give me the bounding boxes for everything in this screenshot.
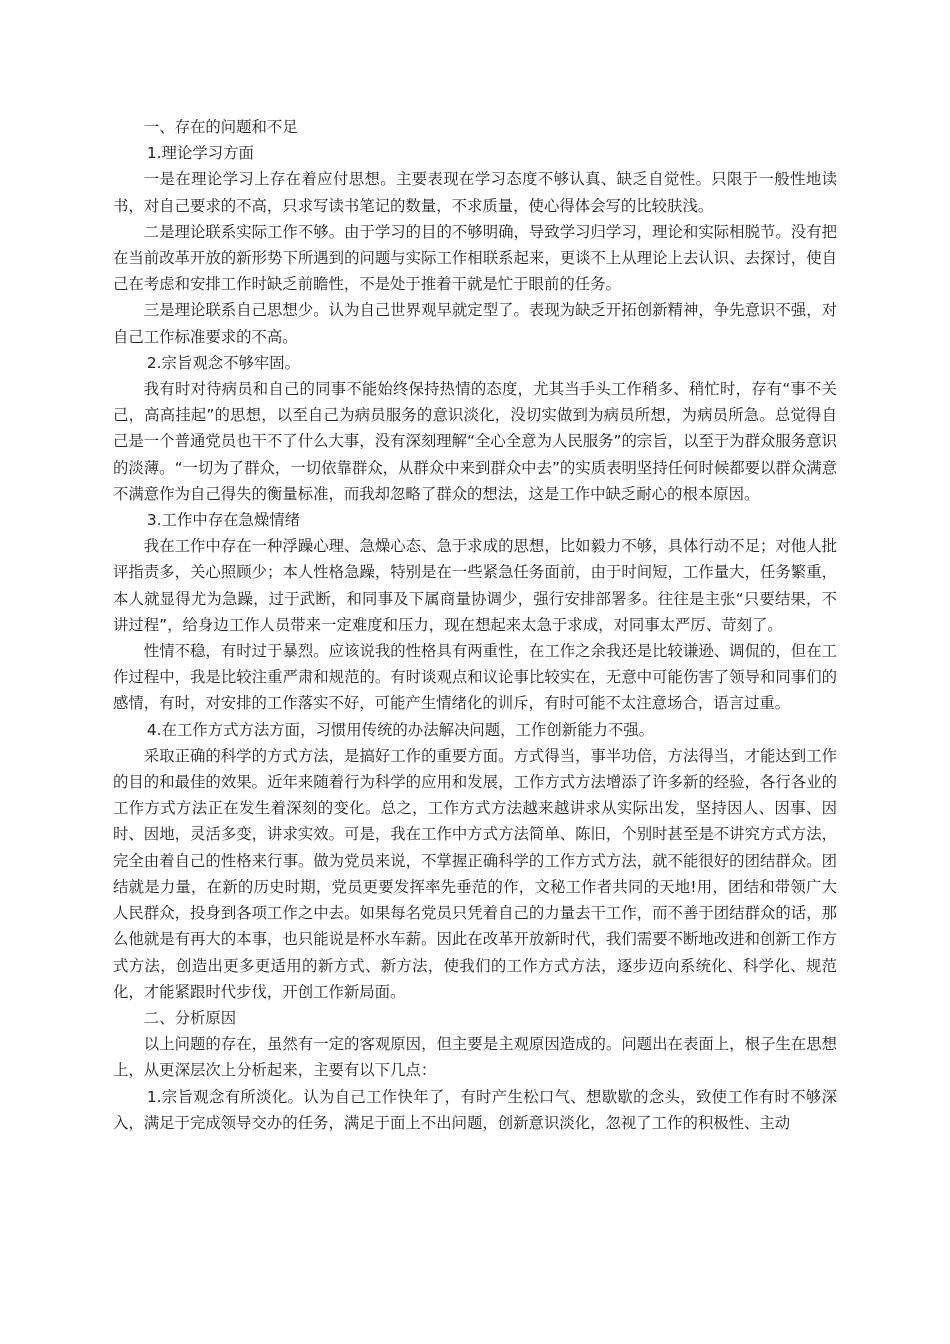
body-paragraph: 我在工作中存在一种浮躁心理、急燥心态、急于求成的思想，比如毅力不够，具体行动不足；对他人批评指责多，关心照顾少；本人性格急躁，特别是在一些紧急任务面前，由于时间短，工作量大，任务繁重，本人就显得尤为急躁，过于武断，和同事及下属商量协调少，强行安排部署多。往往是主张“只要结果，不讲过程”，给身边工作人员带来一定难度和压力，现在想起来太急于求成，对同事太严厉、苛刻了。	[113, 537, 837, 634]
document-page	[113, 114, 837, 1136]
body-paragraph: 三是理论联系自己思想少。认为自己世界观早就定型了。表现为缺乏开拓创新精神，争先意识不强，对自己工作标准要求的不高。	[113, 301, 837, 346]
subheading-impatience: 3.工作中存在急燥情绪	[146, 511, 301, 530]
body-paragraph: 一是在理论学习上存在着应付思想。主要表现在学习态度不够认真、缺乏自觉性。只限于一般性地读书，对自己要求的不高，只求写读书笔记的数量，不求质量，使心得体会写的比较肤浅。	[113, 170, 837, 215]
subheading-purpose-weakened: 1.宗旨观念有所淡化。认为自己工作快年了，有时产生松口气、想歇歇的念头，致使工作有时不够深入，满足于完成领导交办的任务，满足于面上不出问题，创新意识淡化，忽视了工作的积极性、主动	[113, 1087, 837, 1132]
body-paragraph: 我有时对待病员和自己的同事不能始终保持热情的态度，尤其当手头工作稍多、稍忙时，存有“事不关己，高高挂起”的思想，以至自己为病员服务的意识淡化，没切实做到为病员所想，为病员所急。总觉得自己是一个普通党员也干不了什么大事，没有深刻理解“全心全意为人民服务”的宗旨，以至于为群众服务意识的淡薄。“一切为了群众，一切依靠群众，从群众中来到群众中去”的实质表明坚持任何时候都要以群众满意不满意作为自己得失的衡量标准，而我却忽略了群众的想法，这是工作中缺乏耐心的根本原因。	[113, 380, 837, 503]
body-paragraph: 二是理论联系实际工作不够。由于学习的目的不够明确，导致学习归学习，理论和实际相脱节。没有把在当前改革开放的新形势下所遇到的问题与实际工作相联系起来，更谈不上从理论上去认识、去探讨，使自己在考虑和安排工作时缺乏前瞻性，不是处于推着干就是忙于眼前的任务。	[113, 222, 837, 294]
subheading-work-methods: 4.在工作方式方法方面，习惯用传统的办法解决问题，工作创新能力不强。	[146, 720, 655, 739]
subheading-theory-study: 1.理论学习方面	[146, 144, 254, 163]
body-paragraph: 采取正确的科学的方式方法，是搞好工作的重要方面。方式得当，事半功倍，方法得当，才能达到工作的目的和最佳的效果。近年来随着行为科学的应用和发展，工作方式方法增添了许多新的经验，各行各业的工作方式方法正在发生着深刻的变化。总之，工作方式方法越来越讲求从实际出发，坚持因人、因事、因时、因地，灵活多变，讲求实效。可是，我在工作中方式方法简单、陈旧，个别时甚至是不讲究方式方法，完全由着自己的性格来行事。做为党员来说，不掌握正确科学的工作方式方法，就不能很好的团结群众。团结就是力量，在新的历史时期，党员更要发挥率先垂范的作，文秘工作者共同的天地!用，团结和带领广大人民群众，投身到各项工作之中去。如果每名党员只凭着自己的力量去干工作，而不善于团结群众的话，那么他就是有再大的本事，也只能说是杯水车薪。因此在改革开放新时代，我们需要不断地改进和创新工作方式方法，创造出更多更适用的新方式、新方法，使我们的工作方式方法，逐步迈向系统化、科学化、规范化，才能紧跟时代步伐，开创工作新局面。	[113, 746, 837, 1001]
subheading-purpose-concept: 2.宗旨观念不够牢固。	[146, 353, 301, 372]
body-paragraph: 以上问题的存在，虽然有一定的客观原因，但主要是主观原因造成的。问题出在表面上，根子生在思想上，从更深层次上分析起来，主要有以下几点：	[113, 1035, 837, 1080]
body-paragraph: 性情不稳，有时过于暴烈。应该说我的性格具有两重性，在工作之余我还是比较谦逊、调侃的，但在工作过程中，我是比较注重严肃和规范的。有时谈观点和议论事比较实在，无意中可能伤害了领导和同事们的感情，有时，对安排的工作落实不好，可能产生情绪化的训斥，有时可能不太注意场合，语言过重。	[113, 642, 837, 713]
section-heading-problems: 一、存在的问题和不足	[143, 118, 298, 136]
section-heading-analysis: 二、分析原因	[143, 1008, 237, 1027]
